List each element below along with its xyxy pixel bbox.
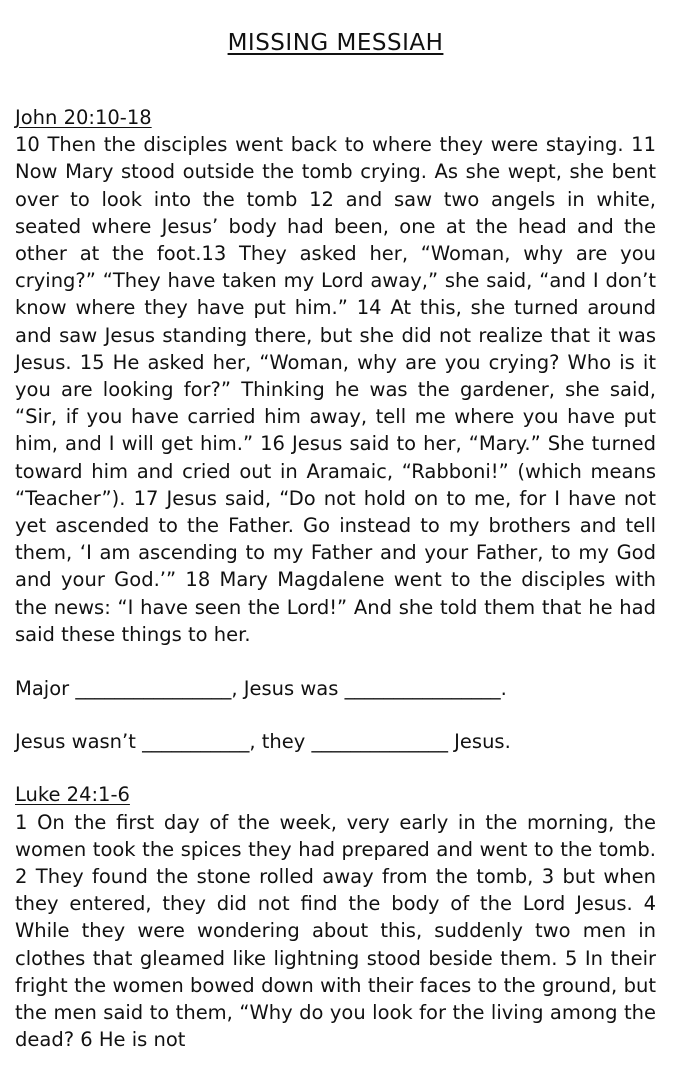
passage-luke [15,781,656,1053]
fill-in-prompt-2: Jesus wasn’t ___________, they ______________ Jesus. [15,730,511,754]
scripture-text: 1 On the first day of the week, very early in the morning, the women took the spices they had prepared and went to the tomb. 2 They found the stone rolled away from the tomb, 3 but when they entered, they did not find the body of the Lord Jesus. 4 While they were wondering about this, suddenly two men in clothes that gleamed like lightning stood beside them. 5 In their fright the women bowed down with their faces to the ground, but the men said to them, “Why do you look for the living among the dead? 6 He is not [15,810,656,1052]
page-title: MISSING MESSIAH [227,30,444,56]
scripture-text: 10 Then the disciples went back to where they were staying. 11 Now Mary stood outside the tomb crying. As she wept, she bent over to look into the tomb 12 and saw two angels in white, seated where Jesus’ body had been, one at the head and the other at the foot.13 They asked her, “Woman, why are you crying?” “They have taken my Lord away,” she said, “and I don’t know where they have put him.” 14 At this, she turned around and saw Jesus standing there, but she did not realize that it was Jesus. 15 He asked her, “Woman, why are you crying? Who is it you are looking for?” Thinking he was the gardener, she said, “Sir, if you have carried him away, tell me where you have put him, and I will get him.” 16 Jesus said to her, “Mary.” She turned toward him and cried out in Aramaic, “Rabboni!” (which means “Teacher”). 17 Jesus said, “Do not hold on to me, for I have not yet ascended to the Father. Go instead to my brothers and tell them, ‘I am ascending to my Father and your Father, to my God and your God.’” 18 Mary Magdalene went to the disciples with the news: “I have seen the Lord!” And she told them that he had said these things to her. [15,133,656,646]
fill-in-prompt-1: Major ________________, Jesus was ________________. [15,677,507,701]
worksheet-page [15,30,656,1054]
passage-john [15,104,656,648]
scripture-reference: Luke 24:1-6 [15,783,130,807]
scripture-reference: John 20:10-18 [15,106,152,129]
